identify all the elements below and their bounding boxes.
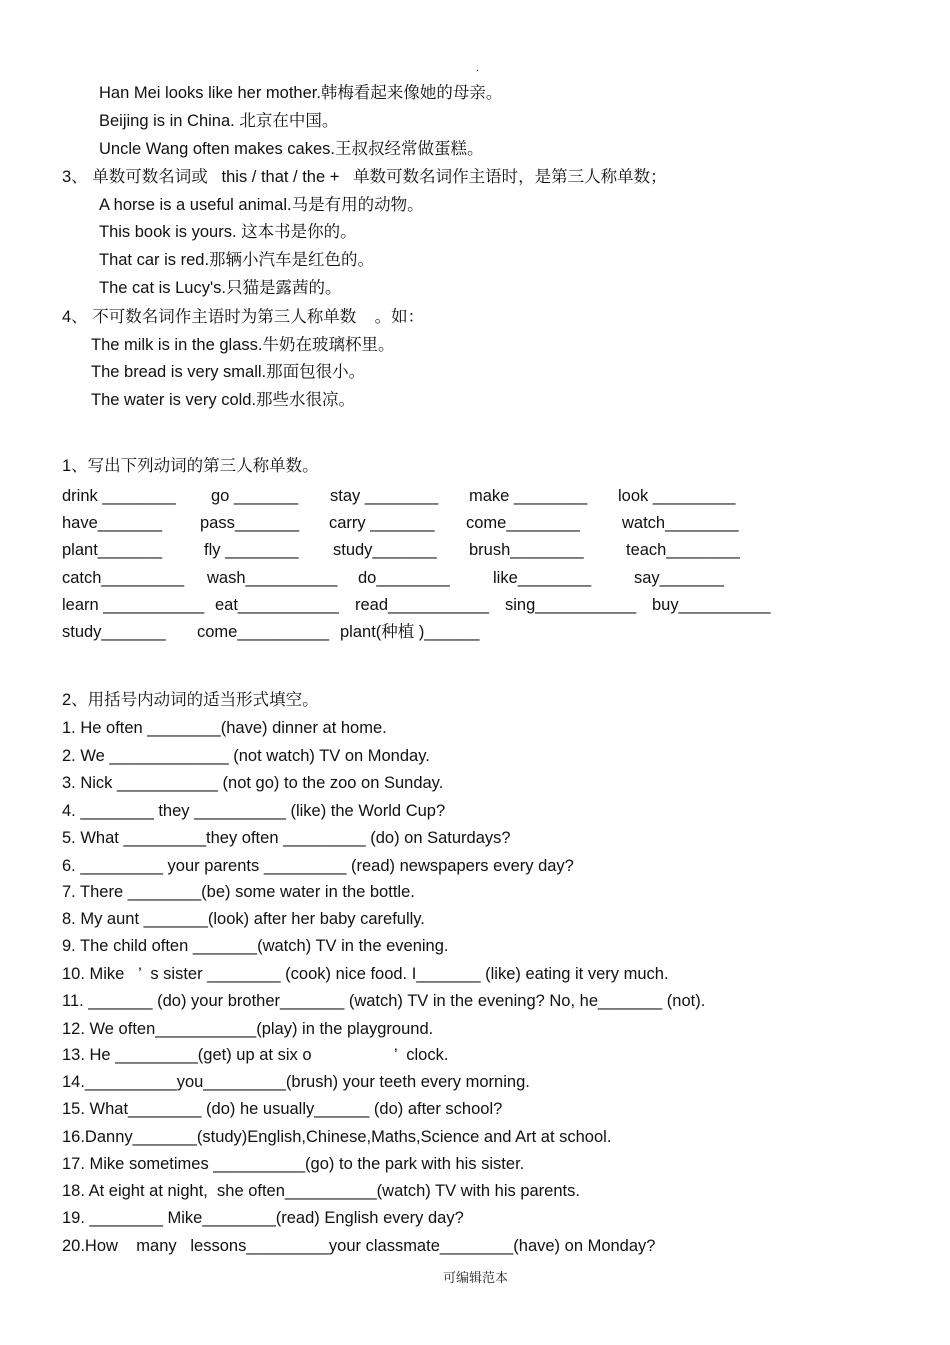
question-item: 7. There ________(be) some water in the bottle.: [62, 883, 415, 901]
example-line: The water is very cold.那些水很凉。: [91, 391, 356, 409]
verb-blank: come________: [466, 514, 580, 532]
verb-blank: brush________: [469, 541, 584, 559]
example-line: Uncle Wang often makes cakes.王叔叔经常做蛋糕。: [99, 140, 484, 158]
exercise-1-heading: 1、写出下列动词的第三人称单数。: [62, 457, 319, 475]
verb-blank: have_______: [62, 514, 163, 532]
question-item: 1. He often ________(have) dinner at home.: [62, 719, 387, 737]
question-item: 4. ________ they __________ (like) the World Cup?: [62, 802, 446, 820]
question-item: 5. What _________they often _________ (do) on Saturdays?: [62, 829, 511, 847]
verb-blank: study_______: [62, 623, 166, 641]
question-item: 9. The child often _______(watch) TV in the evening.: [62, 937, 449, 955]
question-item: 11. _______ (do) your brother_______ (watch) TV in the evening? No, he_______ (not).: [62, 992, 706, 1010]
verb-blank: pass_______: [200, 514, 300, 532]
verb-blank: stay ________: [330, 487, 439, 505]
example-line: Han Mei looks like her mother.韩梅看起来像她的母亲。: [99, 84, 503, 102]
example-line: Beijing is in China. 北京在中国。: [99, 112, 339, 130]
question-item: 8. My aunt _______(look) after her baby carefully.: [62, 910, 425, 928]
verb-blank: sing___________: [505, 596, 637, 614]
question-item: 12. We often___________(play) in the playground.: [62, 1020, 434, 1038]
verb-blank: eat___________: [215, 596, 339, 614]
question-item: 16.Danny_______(study)English,Chinese,Maths,Science and Art at school.: [62, 1128, 612, 1146]
verb-blank: look _________: [618, 487, 736, 505]
verb-blank: say_______: [634, 569, 724, 587]
question-item: 17. Mike sometimes __________(go) to the park with his sister.: [62, 1155, 525, 1173]
verb-blank: carry _______: [329, 514, 435, 532]
example-line: That car is red.那辆小汽车是红色的。: [99, 251, 375, 269]
example-line: A horse is a useful animal.马是有用的动物。: [99, 196, 424, 214]
verb-blank: drink ________: [62, 487, 176, 505]
question-item: 3. Nick ___________ (not go) to the zoo on Sunday.: [62, 774, 444, 792]
question-item: 18. At eight at night, she often__________(watch) TV with his parents.: [62, 1182, 580, 1200]
question-item: 13. He _________(get) up at six o ’ clock.: [62, 1046, 449, 1064]
example-line: This book is yours. 这本书是你的。: [99, 223, 357, 241]
verb-blank: fly ________: [204, 541, 299, 559]
verb-blank: learn ___________: [62, 596, 205, 614]
verb-blank: study_______: [333, 541, 437, 559]
verb-blank: watch________: [622, 514, 739, 532]
question-item: 20.How many lessons_________your classmate________(have) on Monday?: [62, 1237, 656, 1255]
verb-blank: catch_________: [62, 569, 185, 587]
example-line: The cat is Lucy's.只猫是露茜的。: [99, 279, 342, 297]
example-line: The milk is in the glass.牛奶在玻璃杯里。: [91, 336, 395, 354]
header-mark: .: [476, 62, 480, 74]
example-line: The bread is very small.那面包很小。: [91, 363, 366, 381]
rule-3-heading: 3、 单数可数名词或 this / that / the + 单数可数名词作主语时，是第三人称单数；: [62, 168, 667, 186]
verb-blank: read___________: [355, 596, 489, 614]
exercise-2-heading: 2、用括号内动词的适当形式填空。: [62, 691, 319, 709]
verb-blank: make ________: [469, 487, 588, 505]
verb-blank: like________: [493, 569, 592, 587]
question-item: 14.__________you_________(brush) your teeth every morning.: [62, 1073, 530, 1091]
footer-note: 可编辑范本: [443, 1270, 509, 1285]
verb-blank: plant(种植 )______: [340, 623, 480, 641]
question-item: 6. _________ your parents _________ (read) newspapers every day?: [62, 857, 574, 875]
verb-blank: buy__________: [652, 596, 771, 614]
verb-blank: teach________: [626, 541, 740, 559]
verb-blank: do________: [358, 569, 450, 587]
verb-blank: wash__________: [207, 569, 338, 587]
question-item: 19. ________ Mike________(read) English every day?: [62, 1209, 464, 1227]
verb-blank: go _______: [211, 487, 299, 505]
question-item: 15. What________ (do) he usually______ (do) after school?: [62, 1100, 503, 1118]
rule-4-heading: 4、 不可数名词作主语时为第三人称单数 。如：: [62, 308, 425, 326]
verb-blank: come__________: [197, 623, 330, 641]
question-item: 10. Mike ’ s sister ________ (cook) nice food. I_______ (like) eating it very much.: [62, 965, 669, 983]
question-item: 2. We _____________ (not watch) TV on Monday.: [62, 747, 430, 765]
verb-blank: plant_______: [62, 541, 163, 559]
